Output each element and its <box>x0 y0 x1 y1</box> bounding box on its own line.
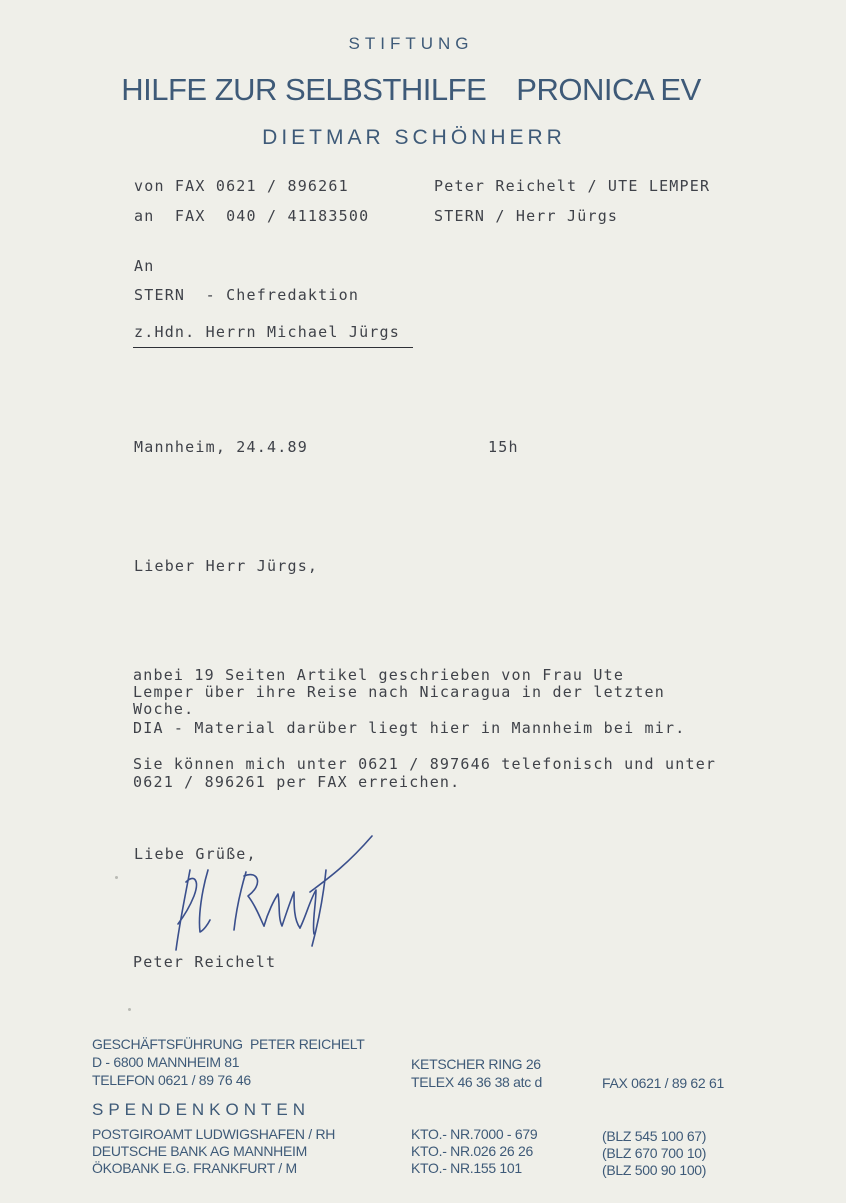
signer-name: Peter Reichelt <box>133 953 277 971</box>
address-underline <box>133 347 413 348</box>
footer-address: D - 6800 MANNHEIM 81 <box>92 1054 240 1070</box>
footer-spendenkonten-title: SPENDENKONTEN <box>92 1100 311 1119</box>
paper-speck <box>128 1008 131 1011</box>
body-line: Sie können mich unter 0621 / 897646 telefonisch und unter <box>133 755 717 773</box>
footer-management: GESCHÄFTSFÜHRUNG PETER REICHELT <box>92 1036 365 1052</box>
body-line: DIA - Material darüber liegt hier in Mannheim bei mir. <box>133 719 686 737</box>
place-date: Mannheim, 24.4.89 <box>134 438 308 456</box>
account-number: KTO.- NR.155 101 <box>411 1160 522 1176</box>
letterhead-stiftung: STIFTUNG <box>348 34 474 53</box>
address-an: An <box>134 257 155 275</box>
fax-to-number: an FAX 040 / 41183500 <box>134 207 370 225</box>
fax-from-number: von FAX 0621 / 896261 <box>134 177 349 195</box>
account-bank: POSTGIROAMT LUDWIGSHAFEN / RH <box>92 1126 336 1142</box>
salutation: Lieber Herr Jürgs, <box>134 557 319 575</box>
account-bank: DEUTSCHE BANK AG MANNHEIM <box>92 1143 307 1159</box>
letterhead-title-organization: PRONICA EV <box>516 72 701 107</box>
body-line: Woche. <box>133 700 195 718</box>
account-number: KTO.- NR.026 26 26 <box>411 1143 533 1159</box>
body-line: 0621 / 896261 per FAX erreichen. <box>133 773 461 791</box>
body-line: Lemper über ihre Reise nach Nicaragua in der letzten <box>133 683 665 701</box>
footer-phone: TELEFON 0621 / 89 76 46 <box>92 1072 251 1088</box>
paper-speck <box>115 876 118 879</box>
footer-street: KETSCHER RING 26 <box>411 1056 541 1072</box>
time: 15h <box>488 438 519 456</box>
letterhead-founder: DIETMAR SCHÖNHERR <box>262 126 566 149</box>
account-blz: (BLZ 545 100 67) <box>602 1128 707 1144</box>
footer-fax: FAX 0621 / 89 62 61 <box>602 1075 724 1091</box>
footer-telex: TELEX 46 36 38 atc d <box>411 1074 542 1090</box>
letterhead-title-foundation: HILFE ZUR SELBSTHILFE <box>121 72 487 107</box>
letterhead-title <box>0 72 834 108</box>
account-blz: (BLZ 670 700 10) <box>602 1145 707 1161</box>
closing: Liebe Grüße, <box>134 845 257 863</box>
account-blz: (BLZ 500 90 100) <box>602 1162 707 1178</box>
fax-from-name: Peter Reichelt / UTE LEMPER <box>434 177 711 195</box>
body-paragraph-1 <box>133 667 685 737</box>
account-bank: ÖKOBANK E.G. FRANKFURT / M <box>92 1160 297 1176</box>
address-attention: z.Hdn. Herrn Michael Jürgs <box>134 323 400 341</box>
handwritten-signature-icon <box>160 830 390 960</box>
fax-to-name: STERN / Herr Jürgs <box>434 207 619 225</box>
address-stern: STERN - Chefredaktion <box>134 286 360 304</box>
body-paragraph-2 <box>133 755 716 791</box>
body-line: anbei 19 Seiten Artikel geschrieben von Frau Ute <box>133 666 625 684</box>
account-number: KTO.- NR.7000 - 679 <box>411 1126 538 1142</box>
